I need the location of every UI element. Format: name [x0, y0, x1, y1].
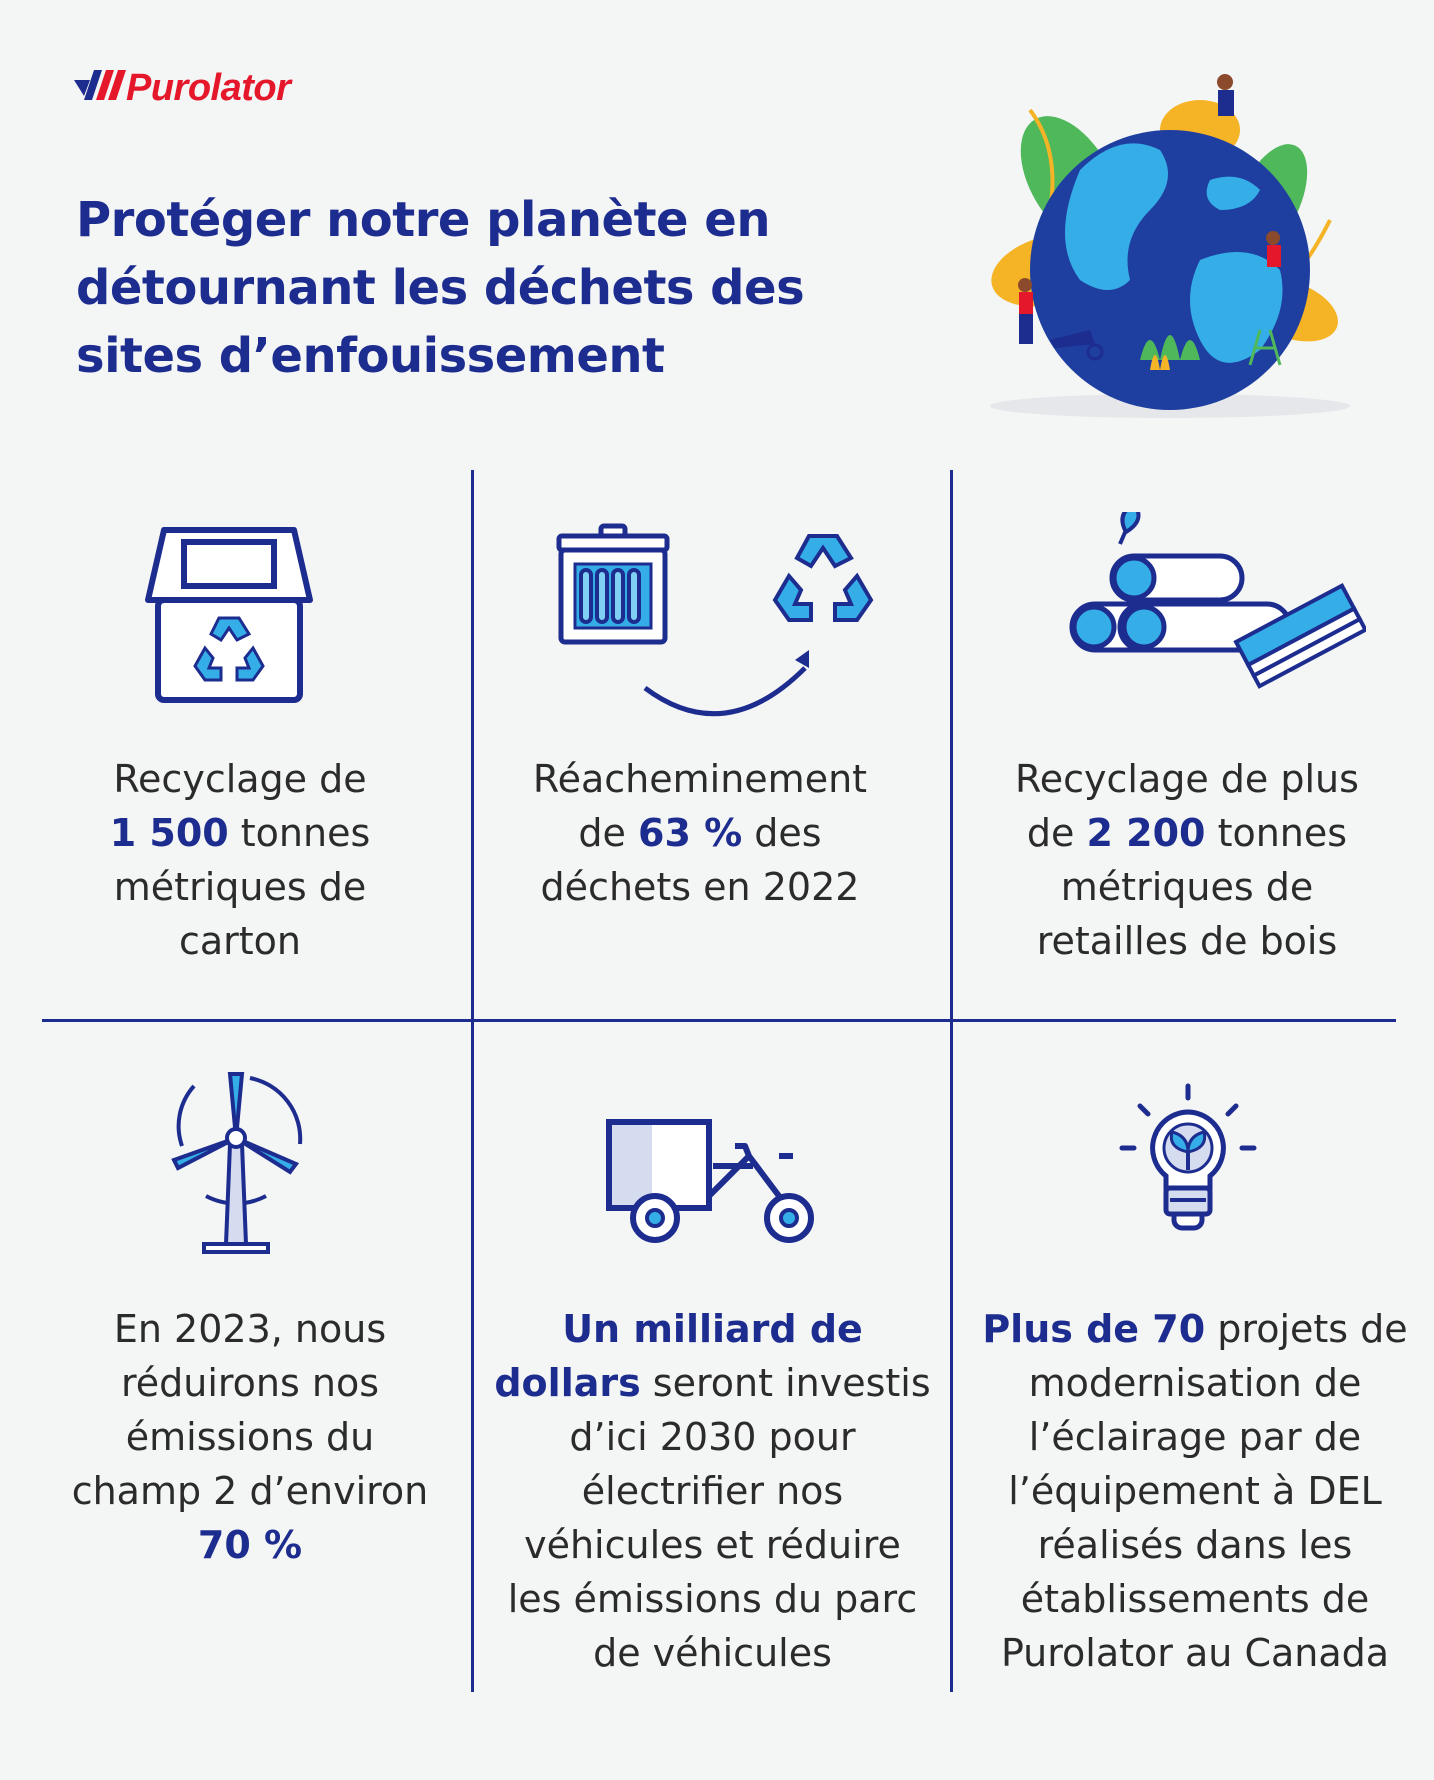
title-line: Protéger notre planète en: [76, 192, 771, 248]
text: seront investis: [640, 1361, 931, 1405]
text: tonnes: [228, 811, 371, 855]
text-line: [960, 1518, 1430, 1572]
stat-emissions: [40, 1302, 460, 1572]
stat-electrification: [480, 1302, 945, 1680]
highlight: 70 %: [197, 1523, 303, 1567]
text: Recyclage de plus: [1015, 757, 1359, 801]
stat-wood: [960, 752, 1414, 968]
text: carton: [178, 919, 302, 963]
text-line: [960, 1572, 1430, 1626]
text: l’éclairage par de: [1028, 1415, 1362, 1459]
text: de: [578, 811, 638, 855]
text: de: [1026, 811, 1087, 855]
text-line: [480, 806, 920, 860]
text: Purolator au Canada: [1000, 1631, 1390, 1675]
recycling-box-icon: [144, 520, 314, 710]
highlight: 1 500: [109, 811, 229, 855]
text-line: [960, 1356, 1430, 1410]
text: émissions du: [125, 1415, 375, 1459]
text: l’équipement à DEL: [1008, 1469, 1382, 1513]
text: champ 2 d’environ: [71, 1469, 429, 1513]
text: projets de: [1205, 1307, 1408, 1351]
text-line: [480, 1518, 945, 1572]
text: établissements de: [1020, 1577, 1370, 1621]
text-line: [960, 806, 1414, 860]
text: véhicules et réduire: [524, 1523, 901, 1567]
stat-waste-diversion: [480, 752, 920, 914]
text-line: [480, 752, 920, 806]
text: de véhicules: [593, 1631, 832, 1675]
text: Recyclage de: [113, 757, 367, 801]
text-line: [480, 1356, 945, 1410]
logo-stripes-icon: [74, 66, 130, 110]
divider-vertical: [950, 470, 953, 1692]
text-line: [480, 1302, 945, 1356]
text: d’ici 2030 pour: [569, 1415, 856, 1459]
title-line: détournant les déchets des: [76, 260, 805, 316]
text-line: [480, 1626, 945, 1680]
text-line: [960, 914, 1414, 968]
wood-logs-icon: [1066, 512, 1366, 722]
text: modernisation de: [1028, 1361, 1362, 1405]
highlight: 63 %: [638, 811, 743, 855]
divider-vertical: [471, 470, 474, 1692]
highlight: Un milliard de: [562, 1307, 863, 1351]
text: déchets en 2022: [540, 865, 860, 909]
text-line: [480, 860, 920, 914]
text-line: [40, 860, 440, 914]
text-line: [40, 1356, 460, 1410]
highlight: dollars: [494, 1361, 641, 1405]
text-line: [480, 1410, 945, 1464]
brand-name: Purolator: [126, 67, 291, 109]
wind-turbine-icon: [166, 1068, 306, 1258]
text-line: [960, 1410, 1430, 1464]
stat-led-projects: [960, 1302, 1430, 1680]
highlight: 2 200: [1086, 811, 1206, 855]
text: retailles de bois: [1036, 919, 1338, 963]
cargo-bike-icon: [603, 1116, 823, 1246]
text-line: [40, 914, 440, 968]
text-line: [960, 860, 1414, 914]
text: des: [742, 811, 822, 855]
text: En 2023, nous: [113, 1307, 387, 1351]
purolator-logo: [74, 66, 354, 110]
stat-cardboard: [40, 752, 440, 968]
text: métriques de: [113, 865, 367, 909]
text: Réacheminement: [532, 757, 868, 801]
text-line: [480, 1572, 945, 1626]
text-line: [40, 806, 440, 860]
text-line: [960, 752, 1414, 806]
divider-horizontal: [42, 1019, 1396, 1022]
text-line: [960, 1302, 1430, 1356]
text-line: [40, 752, 440, 806]
text-line: [40, 1410, 460, 1464]
trash-to-recycle-icon: [555, 520, 895, 720]
led-lightbulb-icon: [1118, 1082, 1258, 1242]
text-line: [40, 1302, 460, 1356]
text: réduirons nos: [120, 1361, 380, 1405]
text: tonnes: [1205, 811, 1348, 855]
text: métriques de: [1060, 865, 1314, 909]
text-line: [960, 1626, 1430, 1680]
page-title: [76, 186, 805, 390]
text-line: [480, 1464, 945, 1518]
text: les émissions du parc: [507, 1577, 918, 1621]
text: électrifier nos: [581, 1469, 844, 1513]
text-line: [40, 1518, 460, 1572]
text-line: [40, 1464, 460, 1518]
earth-illustration: [970, 70, 1370, 420]
highlight: Plus de 70: [982, 1307, 1206, 1351]
text-line: [960, 1464, 1430, 1518]
title-line: sites d’enfouissement: [76, 328, 665, 384]
text: réalisés dans les: [1037, 1523, 1353, 1567]
